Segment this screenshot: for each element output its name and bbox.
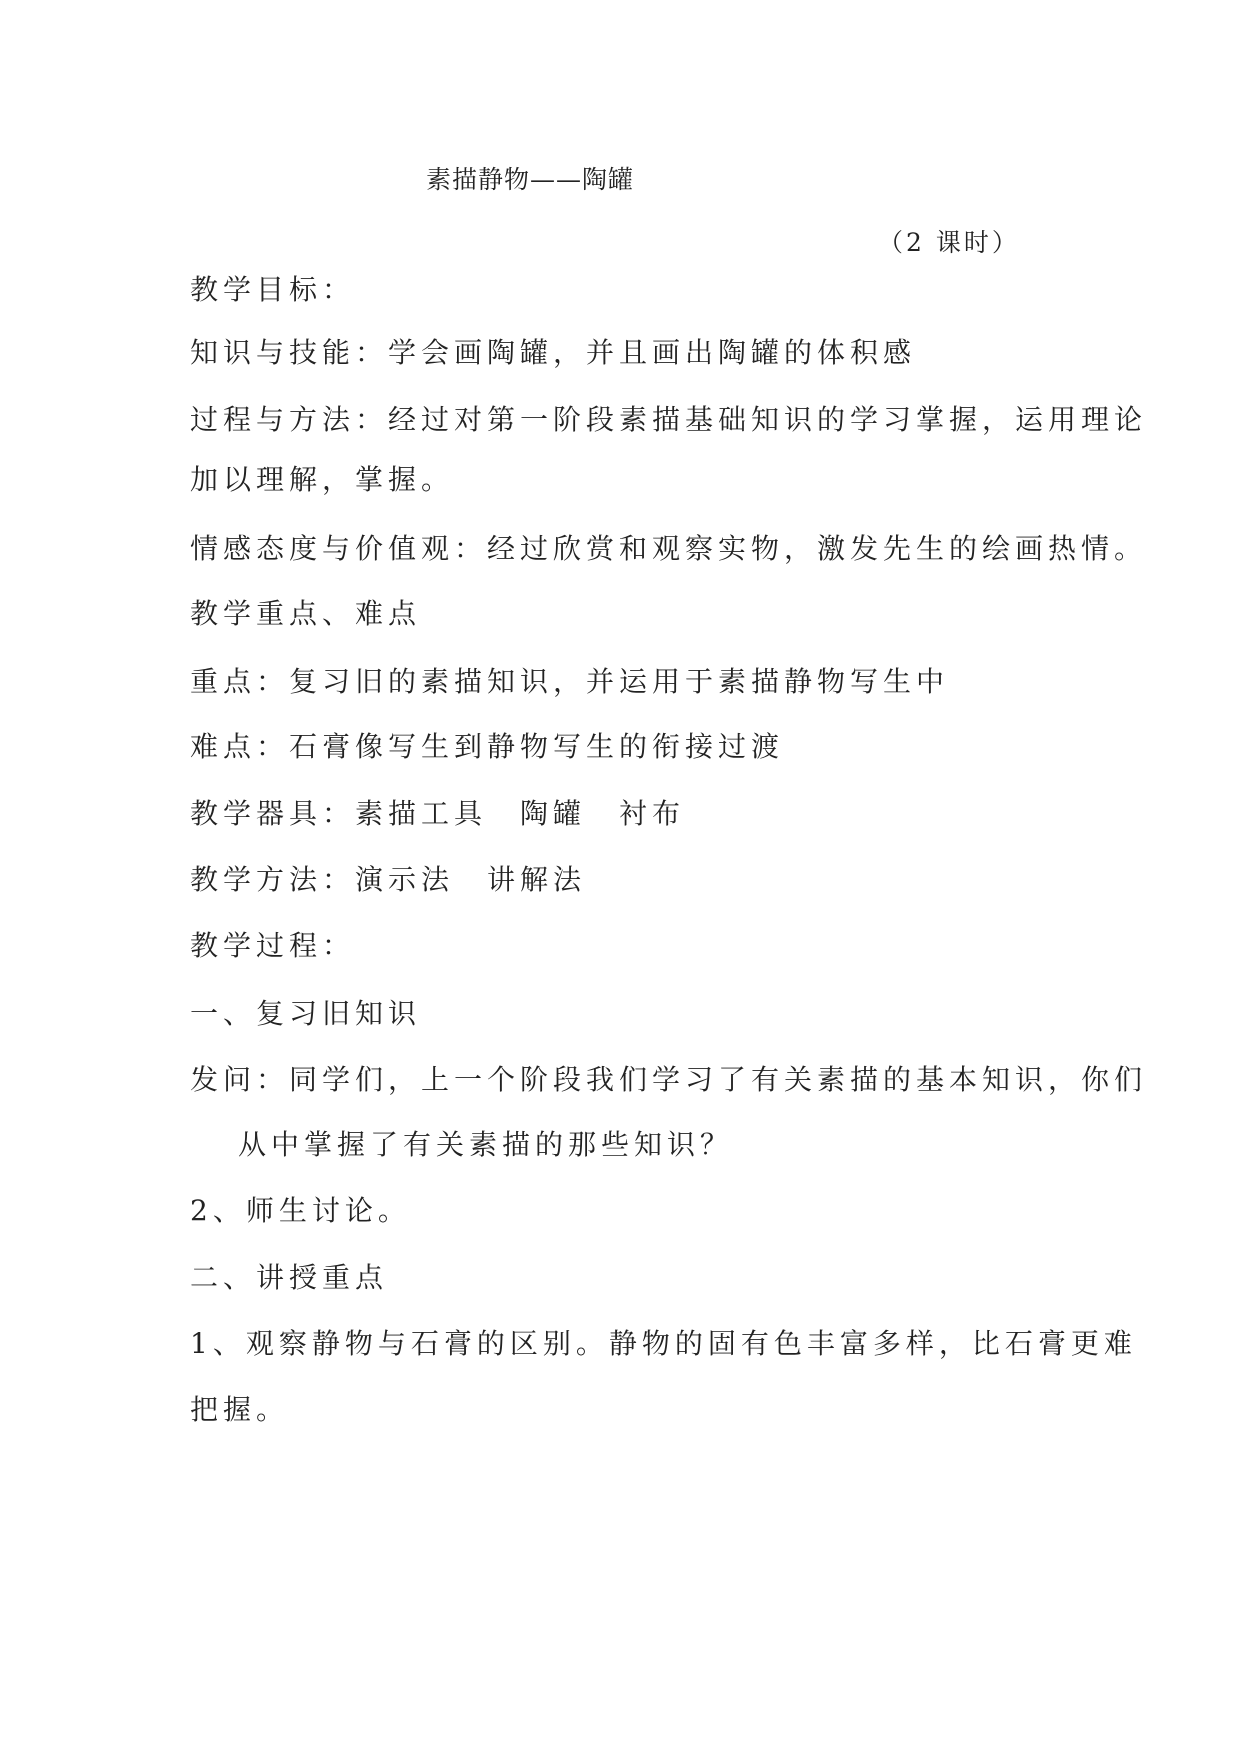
paragraph-key-point: 重点：复习旧的素描知识，并运用于素描静物写生中 — [190, 665, 950, 698]
paragraph-emotion-values: 情感态度与价值观：经过欣赏和观察实物，激发先生的绘画热情。 — [190, 532, 1148, 565]
paragraph-knowledge-skills: 知识与技能：学会画陶罐，并且画出陶罐的体积感 — [190, 336, 917, 369]
paragraph-process-method-cont: 加以理解，掌握。 — [190, 463, 455, 496]
paragraph-discussion: 2、师生讨论。 — [190, 1194, 411, 1227]
heading-review-old-knowledge: 一、复习旧知识 — [190, 997, 422, 1030]
paragraph-teaching-methods: 教学方法：演示法 讲解法 — [190, 863, 587, 896]
document-title: 素描静物——陶罐 — [426, 165, 635, 194]
document-subtitle: （2 课时） — [878, 228, 1020, 257]
paragraph-observe-difference: 1、观察静物与石膏的区别。静物的固有色丰富多样，比石膏更难 — [190, 1327, 1137, 1360]
heading-teaching-process: 教学过程： — [190, 929, 356, 962]
heading-key-difficult-points: 教学重点、难点 — [190, 597, 422, 630]
paragraph-process-method: 过程与方法：经过对第一阶段素描基础知识的学习掌握，运用理论 — [190, 403, 1148, 436]
paragraph-question: 发问：同学们，上一个阶段我们学习了有关素描的基本知识，你们 — [190, 1063, 1148, 1096]
heading-teach-key-points: 二、讲授重点 — [190, 1261, 389, 1294]
paragraph-teaching-tools: 教学器具：素描工具 陶罐 衬布 — [190, 797, 686, 830]
paragraph-observe-difference-cont: 把握。 — [190, 1393, 290, 1426]
heading-teaching-goals: 教学目标： — [190, 273, 356, 306]
paragraph-difficult-point: 难点：石膏像写生到静物写生的衔接过渡 — [190, 730, 785, 763]
paragraph-question-cont: 从中掌握了有关素描的那些知识？ — [238, 1128, 734, 1161]
